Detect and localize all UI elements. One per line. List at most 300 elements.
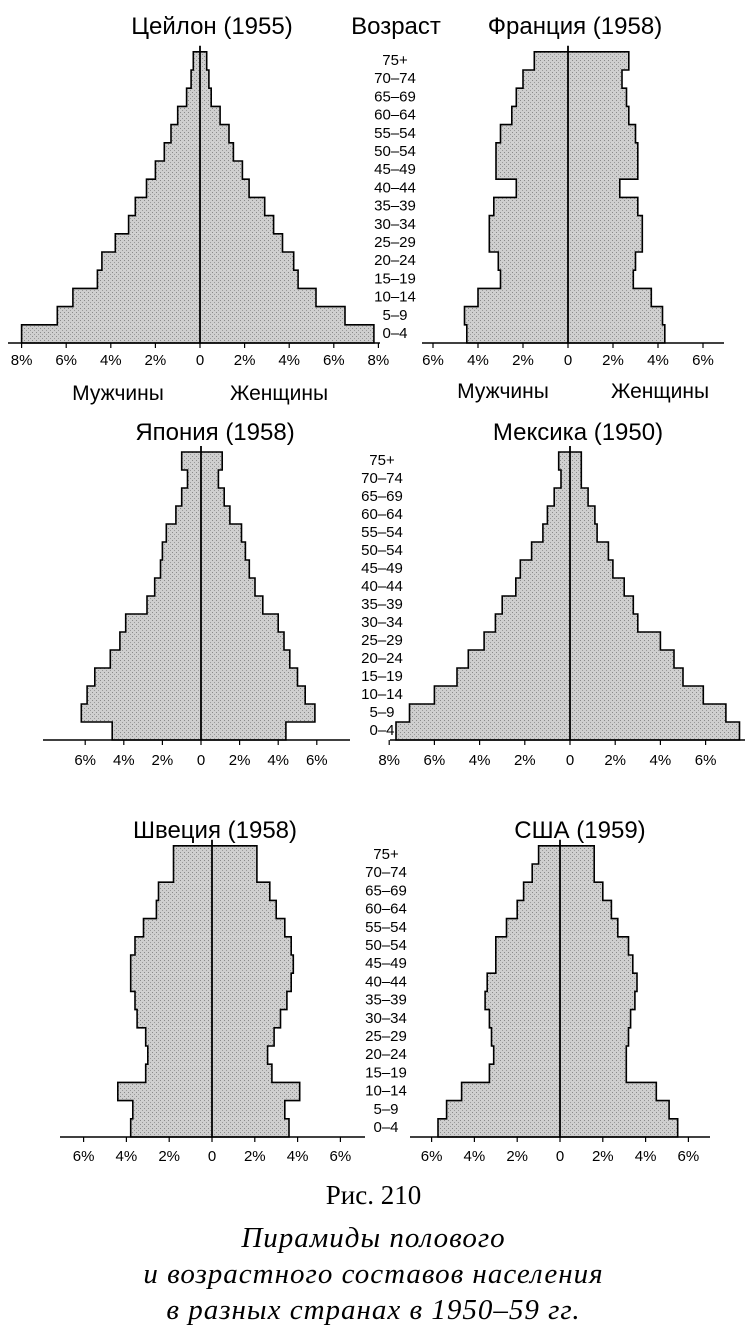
female-bar — [201, 614, 278, 632]
female-bar — [212, 973, 291, 991]
panel-title: Франция (1958) — [487, 13, 663, 40]
female-bar — [201, 542, 245, 560]
male-bar — [147, 596, 201, 614]
x-tick-label: 2% — [144, 352, 167, 369]
age-group-label: 35–39 — [374, 197, 416, 215]
age-group-label: 35–39 — [365, 991, 407, 1009]
male-bar — [135, 937, 212, 955]
male-bar — [489, 216, 568, 234]
male-label: Мужчины — [72, 382, 164, 405]
x-tick-label: 4% — [647, 352, 669, 369]
male-bar — [182, 452, 201, 470]
male-bar — [164, 143, 200, 161]
male-bar — [135, 197, 200, 215]
female-label: Женщины — [610, 380, 710, 403]
female-bar — [560, 991, 635, 1009]
age-group-label: 65–69 — [365, 882, 407, 900]
figure-caption-line-1: Пирамиды полового — [241, 1222, 506, 1254]
female-bar — [201, 506, 230, 524]
x-tick-label: 4% — [112, 752, 135, 769]
male-bar — [501, 125, 569, 143]
age-group-label: 30–34 — [374, 215, 416, 233]
x-tick-label: 2% — [158, 1148, 181, 1165]
female-bar — [201, 686, 305, 704]
x-tick-label: 6% — [694, 752, 717, 769]
pyramid-panel-5 — [60, 840, 365, 1142]
male-bar — [57, 307, 200, 325]
male-bar — [129, 216, 200, 234]
age-group-label: 55–54 — [374, 124, 416, 142]
male-bar — [434, 686, 570, 704]
male-bar — [543, 524, 570, 542]
age-group-label: 55–54 — [361, 524, 403, 541]
female-bar — [201, 488, 224, 506]
male-bar — [159, 882, 213, 900]
male-bar — [501, 270, 569, 288]
male-bar — [496, 143, 568, 161]
age-group-label: 10–14 — [374, 288, 416, 306]
female-bar — [200, 161, 242, 179]
male-bar — [174, 864, 213, 882]
age-group-label: 70–74 — [361, 470, 403, 487]
male-bar — [102, 252, 200, 270]
female-bar — [568, 288, 651, 306]
male-label: Мужчины — [457, 380, 549, 403]
female-bar — [212, 882, 270, 900]
female-bar — [200, 52, 207, 70]
pyramid-panel-1 — [8, 46, 380, 348]
female-bar — [200, 197, 265, 215]
male-bar — [457, 668, 570, 686]
male-bar — [174, 846, 213, 864]
female-bar — [568, 270, 633, 288]
female-bar — [560, 919, 618, 937]
age-group-label: 45–49 — [374, 161, 416, 179]
female-bar — [568, 88, 627, 106]
age-group-label: 60–64 — [374, 106, 416, 124]
female-bar — [570, 650, 674, 668]
female-bar — [570, 506, 595, 524]
female-bar — [560, 1064, 626, 1082]
female-bar — [570, 452, 581, 470]
age-group-label: 35–39 — [361, 596, 403, 613]
x-tick-label: 4% — [463, 1148, 486, 1165]
age-group-label: 0–4 — [373, 1119, 399, 1136]
male-bar — [171, 125, 200, 143]
age-group-label: 50–54 — [374, 143, 416, 160]
female-bar — [212, 1028, 274, 1046]
female-label: Женщины — [229, 382, 329, 405]
female-bar — [570, 704, 726, 722]
male-bar — [547, 506, 570, 524]
female-bar — [212, 1101, 285, 1119]
age-group-label: 5–9 — [373, 1100, 399, 1118]
female-bar — [201, 452, 222, 470]
male-bar — [133, 1101, 212, 1119]
female-bar — [568, 307, 663, 325]
age-group-label: 0–4 — [382, 325, 408, 342]
male-bar — [498, 252, 568, 270]
male-bar — [162, 542, 201, 560]
female-bar — [560, 1046, 626, 1064]
age-group-label: 10–14 — [365, 1082, 407, 1100]
male-bar — [489, 234, 568, 252]
male-bar — [478, 288, 568, 306]
male-bar — [137, 1010, 212, 1028]
x-tick-label: 0 — [565, 752, 575, 769]
age-group-label: 75+ — [373, 846, 399, 863]
age-group-label: 75+ — [382, 52, 408, 69]
age-group-label: 5–9 — [382, 306, 408, 324]
female-bar — [201, 668, 298, 686]
male-bar — [539, 846, 560, 864]
female-bar — [568, 143, 638, 161]
female-bar — [560, 973, 637, 991]
male-bar — [507, 919, 561, 937]
panel-title: США (1959) — [514, 817, 646, 844]
female-bar — [570, 668, 683, 686]
female-bar — [568, 234, 642, 252]
x-tick-label: 2% — [506, 1148, 529, 1165]
female-bar — [200, 70, 209, 88]
male-bar — [188, 470, 202, 488]
male-bar — [118, 1082, 212, 1100]
male-bar — [193, 52, 200, 70]
female-bar — [560, 1101, 669, 1119]
female-bar — [570, 560, 613, 578]
x-tick-label: 4% — [649, 752, 672, 769]
male-bar — [487, 973, 560, 991]
male-bar — [467, 325, 568, 343]
female-bar — [200, 288, 316, 306]
female-bar — [568, 252, 636, 270]
male-bar — [438, 1119, 560, 1137]
x-tick-label: 2% — [151, 752, 174, 769]
male-bar — [517, 900, 560, 918]
male-bar — [465, 307, 569, 325]
pyramid-panel-4 — [389, 446, 747, 745]
age-group-label: 50–54 — [361, 542, 403, 559]
female-bar — [568, 125, 636, 143]
male-bar — [126, 614, 201, 632]
female-bar — [570, 542, 608, 560]
female-bar — [212, 1010, 281, 1028]
male-bar — [554, 488, 570, 506]
male-bar — [97, 270, 200, 288]
male-bar — [182, 488, 201, 506]
male-bar — [87, 686, 201, 704]
age-group-label: 25–29 — [361, 632, 403, 649]
female-bar — [201, 650, 290, 668]
age-group-label: 60–64 — [365, 900, 407, 918]
male-bar — [131, 955, 212, 973]
female-bar — [200, 88, 211, 106]
female-bar — [200, 234, 283, 252]
female-bar — [212, 864, 257, 882]
male-bar — [492, 1028, 561, 1046]
male-bar — [95, 668, 201, 686]
male-bar — [496, 937, 560, 955]
female-bar — [201, 560, 249, 578]
age-group-label: 65–69 — [374, 88, 416, 106]
age-group-label: 15–19 — [374, 270, 416, 288]
male-bar — [131, 1119, 212, 1137]
male-bar — [489, 1064, 560, 1082]
age-group-label: 50–54 — [365, 937, 407, 954]
age-group-label: 5–9 — [369, 704, 395, 721]
x-tick-label: 2% — [512, 352, 534, 369]
male-bar — [110, 650, 201, 668]
age-group-label: 20–24 — [374, 252, 416, 270]
x-tick-label: 4% — [286, 1148, 309, 1165]
female-bar — [568, 161, 638, 179]
female-bar — [570, 578, 624, 596]
x-tick-label: 6% — [420, 1148, 443, 1165]
male-bar — [494, 1046, 560, 1064]
x-tick-label: 4% — [468, 752, 491, 769]
male-bar — [176, 506, 201, 524]
age-group-label: 20–24 — [365, 1046, 407, 1064]
x-tick-label: 6% — [692, 352, 714, 369]
x-tick-label: 0 — [196, 752, 206, 769]
age-group-label: 40–44 — [361, 578, 403, 595]
male-bar — [561, 470, 570, 488]
female-bar — [568, 106, 629, 124]
female-bar — [568, 197, 638, 215]
female-bar — [201, 470, 218, 488]
male-bar — [147, 179, 201, 197]
x-tick-label: 6% — [305, 752, 328, 769]
female-bar — [568, 216, 642, 234]
female-bar — [212, 955, 293, 973]
female-bar — [560, 937, 629, 955]
female-bar — [200, 325, 374, 343]
male-bar — [115, 234, 200, 252]
age-group-label: 30–34 — [361, 614, 403, 631]
male-bar — [494, 197, 568, 215]
male-bar — [166, 524, 201, 542]
x-tick-label: 0 — [207, 1148, 217, 1165]
female-bar — [560, 1082, 656, 1100]
x-tick-label: 6% — [677, 1148, 700, 1165]
age-group-label: 30–34 — [365, 1009, 407, 1027]
male-bar — [396, 722, 570, 740]
male-bar — [156, 900, 212, 918]
male-bar — [135, 991, 212, 1009]
age-group-label: 75+ — [369, 452, 395, 469]
male-bar — [155, 578, 201, 596]
age-group-label: 20–24 — [361, 650, 403, 667]
male-bar — [144, 919, 213, 937]
female-bar — [212, 919, 285, 937]
male-bar — [187, 88, 200, 106]
age-group-label: 10–14 — [361, 686, 403, 703]
age-group-label: 55–54 — [365, 918, 407, 936]
female-bar — [201, 704, 315, 722]
age-group-label: 0–4 — [369, 722, 395, 739]
x-tick-label: 2% — [233, 352, 256, 369]
panel-title: Швеция (1958) — [132, 817, 298, 844]
x-tick-label: 4% — [467, 352, 489, 369]
female-bar — [560, 955, 633, 973]
male-bar — [495, 614, 570, 632]
age-group-label: 25–29 — [374, 234, 416, 251]
male-bar — [22, 325, 200, 343]
male-bar — [559, 452, 570, 470]
figure-caption-line-3: в разных странах в 1950–59 гг. — [166, 1294, 581, 1326]
male-bar — [120, 632, 201, 650]
male-bar — [489, 1010, 560, 1028]
female-bar — [560, 864, 594, 882]
female-bar — [568, 70, 622, 88]
x-tick-label: 8% — [367, 352, 390, 369]
figure-number: Рис. 210 — [325, 1180, 422, 1210]
x-tick-label: 0 — [195, 352, 205, 369]
age-group-label: 15–19 — [361, 668, 403, 685]
female-bar — [200, 252, 294, 270]
female-bar — [570, 722, 740, 740]
female-bar — [570, 524, 597, 542]
x-tick-label: 4% — [267, 752, 290, 769]
male-bar — [520, 560, 570, 578]
x-tick-label: 0 — [555, 1148, 565, 1165]
female-bar — [201, 596, 263, 614]
male-bar — [155, 161, 200, 179]
female-bar — [200, 125, 229, 143]
male-bar — [462, 1082, 560, 1100]
age-group-label: 60–64 — [361, 506, 403, 523]
age-group-label: 25–29 — [365, 1028, 407, 1045]
age-group-label: 15–19 — [365, 1064, 407, 1082]
age-group-label: 40–44 — [365, 973, 407, 991]
female-bar — [200, 216, 274, 234]
female-bar — [560, 882, 603, 900]
male-bar — [496, 955, 560, 973]
age-group-label: 65–69 — [361, 488, 403, 505]
female-bar — [212, 846, 257, 864]
male-bar — [532, 864, 560, 882]
x-tick-label: 4% — [99, 352, 122, 369]
x-tick-label: 6% — [322, 352, 345, 369]
age-group-label: 45–49 — [361, 560, 403, 577]
x-tick-label: 8% — [378, 752, 401, 769]
panel-title: Мексика (1950) — [492, 419, 664, 446]
female-bar — [201, 632, 284, 650]
male-bar — [468, 650, 570, 668]
male-bar — [81, 704, 201, 722]
male-bar — [112, 722, 201, 740]
female-bar — [570, 488, 588, 506]
x-tick-label: 6% — [74, 752, 97, 769]
panel-title: Цейлон (1955) — [131, 13, 293, 40]
female-bar — [201, 524, 242, 542]
male-bar — [484, 632, 570, 650]
female-bar — [212, 1046, 268, 1064]
female-bar — [212, 991, 287, 1009]
male-bar — [146, 1064, 212, 1082]
x-tick-label: 2% — [228, 752, 251, 769]
female-bar — [212, 1064, 272, 1082]
female-bar — [568, 325, 665, 343]
male-bar — [534, 52, 568, 70]
x-tick-label: 2% — [604, 752, 627, 769]
x-tick-label: 0 — [563, 352, 573, 369]
male-bar — [178, 106, 200, 124]
pyramid-panel-2 — [422, 46, 724, 348]
x-tick-label: 8% — [10, 352, 33, 369]
female-bar — [568, 179, 620, 197]
age-group-label: 40–44 — [374, 179, 416, 197]
age-group-label: 70–74 — [365, 864, 407, 882]
female-bar — [570, 614, 638, 632]
pyramid-panel-3 — [43, 446, 350, 745]
x-tick-label: 4% — [115, 1148, 138, 1165]
male-bar — [516, 578, 570, 596]
pyramid-panel-6 — [410, 840, 710, 1142]
male-bar — [161, 560, 202, 578]
male-bar — [447, 1101, 560, 1119]
female-bar — [200, 143, 234, 161]
male-bar — [532, 542, 570, 560]
male-bar — [485, 991, 560, 1009]
x-tick-label: 6% — [329, 1148, 352, 1165]
panel-title: Япония (1958) — [135, 419, 295, 446]
male-bar — [516, 179, 568, 197]
female-bar — [560, 1119, 678, 1137]
x-tick-label: 4% — [634, 1148, 657, 1165]
male-bar — [502, 596, 570, 614]
female-bar — [570, 596, 633, 614]
female-bar — [560, 1028, 629, 1046]
female-bar — [570, 632, 660, 650]
female-bar — [570, 470, 581, 488]
x-tick-label: 6% — [423, 752, 446, 769]
female-bar — [201, 578, 255, 596]
x-tick-label: 2% — [591, 1148, 614, 1165]
female-bar — [200, 179, 249, 197]
x-tick-label: 2% — [243, 1148, 266, 1165]
female-bar — [212, 937, 291, 955]
female-bar — [200, 106, 220, 124]
female-bar — [201, 722, 286, 740]
male-bar — [131, 973, 212, 991]
age-group-label: 45–49 — [365, 955, 407, 973]
x-tick-label: 2% — [602, 352, 624, 369]
x-tick-label: 6% — [55, 352, 78, 369]
male-bar — [496, 161, 568, 179]
male-bar — [524, 882, 560, 900]
male-bar — [146, 1028, 212, 1046]
female-bar — [560, 846, 594, 864]
male-bar — [512, 106, 568, 124]
female-bar — [560, 900, 611, 918]
female-bar — [212, 1082, 300, 1100]
figure-caption-line-2: и возрастного составов населения — [143, 1258, 604, 1290]
x-tick-label: 6% — [72, 1148, 95, 1165]
male-bar — [516, 88, 568, 106]
female-bar — [200, 270, 298, 288]
female-bar — [212, 1119, 289, 1137]
female-bar — [568, 52, 629, 70]
x-tick-label: 2% — [513, 752, 536, 769]
age-column-label: Возраст — [351, 13, 441, 40]
male-bar — [191, 70, 200, 88]
x-tick-label: 6% — [422, 352, 444, 369]
female-bar — [570, 686, 703, 704]
female-bar — [200, 307, 345, 325]
male-bar — [73, 288, 200, 306]
female-bar — [560, 1010, 631, 1028]
